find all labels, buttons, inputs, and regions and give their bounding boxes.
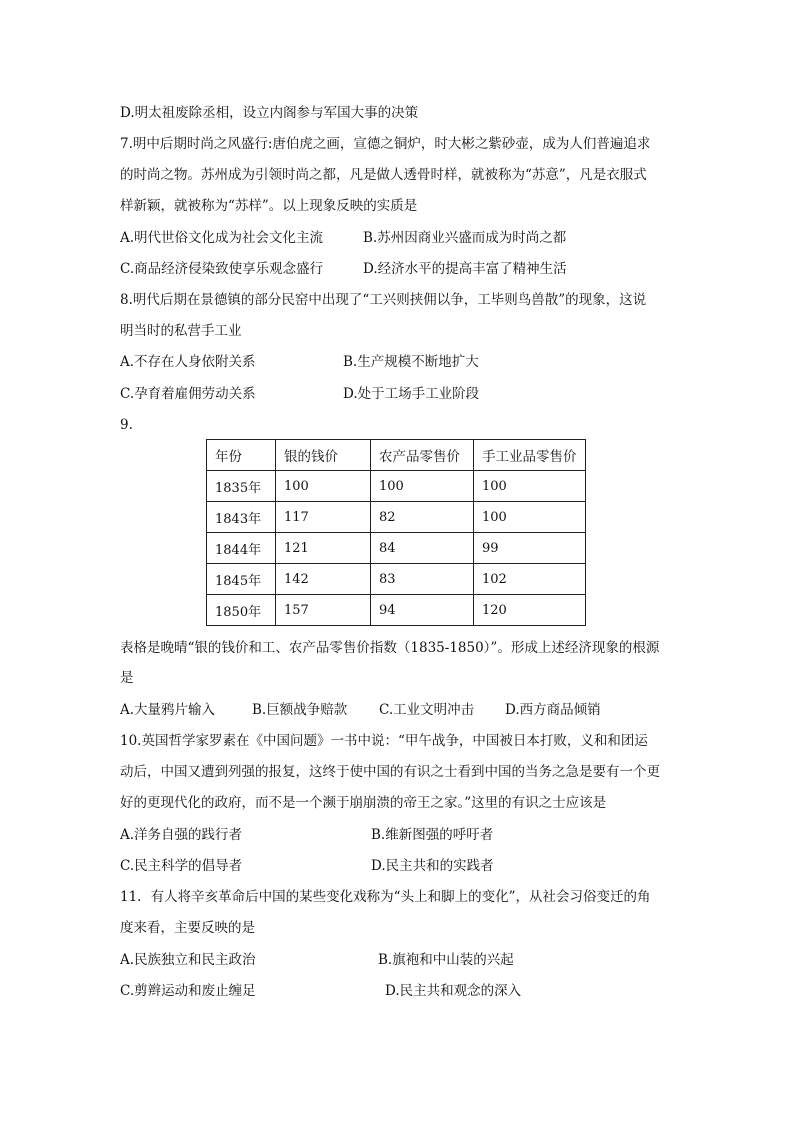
q9-stem-line-2: 是 <box>120 670 134 686</box>
q8-option-a: A.不存在人身依附关系 <box>120 354 256 370</box>
q9-option-a: A.大量鸦片输入 <box>120 702 216 718</box>
table-cell: 84 <box>371 533 474 564</box>
q8-stem-line-2: 明当时的私营手工业 <box>120 323 242 339</box>
q10-option-b: B.维新图强的呼吁者 <box>371 827 494 843</box>
table-cell: 100 <box>371 471 474 502</box>
table-cell: 1844年 <box>207 533 276 564</box>
q11-option-c: C.剪辫运动和废止缠足 <box>120 983 256 999</box>
q6-option-d: D.明太祖废除丞相，设立内阁参与军国大事的决策 <box>120 105 419 121</box>
table-header-row <box>207 440 586 471</box>
q10-stem-line-3: 好的更现代化的政府，而不是一个濒于崩崩溃的帝王之家。”这里的有识之士应该是 <box>120 795 607 811</box>
q11-stem-line-2: 度来看，主要反映的是 <box>120 920 255 936</box>
table-cell: 1843年 <box>207 502 276 533</box>
table-row <box>207 595 586 626</box>
table-cell: 102 <box>474 564 586 595</box>
q8-stem-line-1: 8.明代后期在景德镇的部分民窑中出现了“工兴则挟佣以争，工毕则鸟兽散”的现象，这说 <box>120 292 647 308</box>
q11-stem-line-1: 11．有人将辛亥革命后中国的某些变化戏称为“头上和脚上的变化”，从社会习俗变迁的角 <box>120 889 651 905</box>
q7-option-c: C.商品经济侵染致使享乐观念盛行 <box>120 261 324 277</box>
table-cell: 157 <box>276 595 371 626</box>
q7-option-d: D.经济水平的提高丰富了精神生活 <box>363 261 567 277</box>
q7-option-a: A.明代世俗文化成为社会文化主流 <box>120 230 324 246</box>
table-header-cell: 银的钱价 <box>276 440 371 471</box>
q9-option-b: B.巨额战争赔款 <box>252 702 348 718</box>
q10-stem-line-1: 10.英国哲学家罗素在《中国问题》一书中说：“甲午战争，中国被日本打败，义和和团运 <box>120 733 648 749</box>
table-cell: 100 <box>474 502 586 533</box>
q7-stem-line-1: 7.明中后期时尚之风盛行:唐伯虎之画，宣德之铜炉，时大彬之紫砂壶，成为人们普遍追求 <box>120 136 651 152</box>
table-cell: 120 <box>474 595 586 626</box>
q10-option-a: A.洋务自强的践行者 <box>120 827 243 843</box>
q10-option-d: D.民主共和的实践者 <box>371 858 494 874</box>
table-cell: 94 <box>371 595 474 626</box>
table-cell: 83 <box>371 564 474 595</box>
table-cell: 1850年 <box>207 595 276 626</box>
q9-stem-line-1: 表格是晚晴“银的钱价和工、农产品零售价指数（1835-1850）”。形成上述经济现象的根源 <box>120 640 660 656</box>
table-header-cell: 年份 <box>207 440 276 471</box>
q9-option-d: D.西方商品倾销 <box>505 702 601 718</box>
q11-option-a: A.民族独立和民主政治 <box>120 952 256 968</box>
q10-stem-line-2: 动后，中国又遭到列强的报复，这终于使中国的有识之士看到中国的当务之急是要有一个更 <box>120 764 660 780</box>
table-cell: 100 <box>276 471 371 502</box>
q7-stem-line-2: 的时尚之物。苏州成为引领时尚之都，凡是做人透骨时样，就被称为“苏意”，凡是衣服式 <box>120 167 647 183</box>
q8-option-b: B.生产规模不断地扩大 <box>343 354 479 370</box>
table-row <box>207 471 586 502</box>
table-cell: 1835年 <box>207 471 276 502</box>
q11-option-b: B.旗袍和中山装的兴起 <box>378 952 514 968</box>
table-cell: 82 <box>371 502 474 533</box>
table-row <box>207 564 586 595</box>
table-row <box>207 533 586 564</box>
table-row <box>207 502 586 533</box>
q9-number: 9. <box>120 417 133 433</box>
table-header-cell: 农产品零售价 <box>371 440 474 471</box>
table-header-cell: 手工业品零售价 <box>474 440 586 471</box>
q11-option-d: D.民主共和观念的深入 <box>385 983 522 999</box>
table-cell: 99 <box>474 533 586 564</box>
q8-option-c: C.孕育着雇佣劳动关系 <box>120 386 256 402</box>
q8-option-d: D.处于工场手工业阶段 <box>343 386 480 402</box>
table-cell: 142 <box>276 564 371 595</box>
table-cell: 100 <box>474 471 586 502</box>
table-cell: 121 <box>276 533 371 564</box>
q7-option-b: B.苏州因商业兴盛而成为时尚之都 <box>363 230 567 246</box>
table-cell: 117 <box>276 502 371 533</box>
q10-option-c: C.民主科学的倡导者 <box>120 858 243 874</box>
q9-option-c: C.工业文明冲击 <box>379 702 475 718</box>
price-index-table <box>206 439 586 626</box>
q7-stem-line-3: 样新颖，就被称为“苏样”。以上现象反映的实质是 <box>120 198 418 214</box>
table-cell: 1845年 <box>207 564 276 595</box>
